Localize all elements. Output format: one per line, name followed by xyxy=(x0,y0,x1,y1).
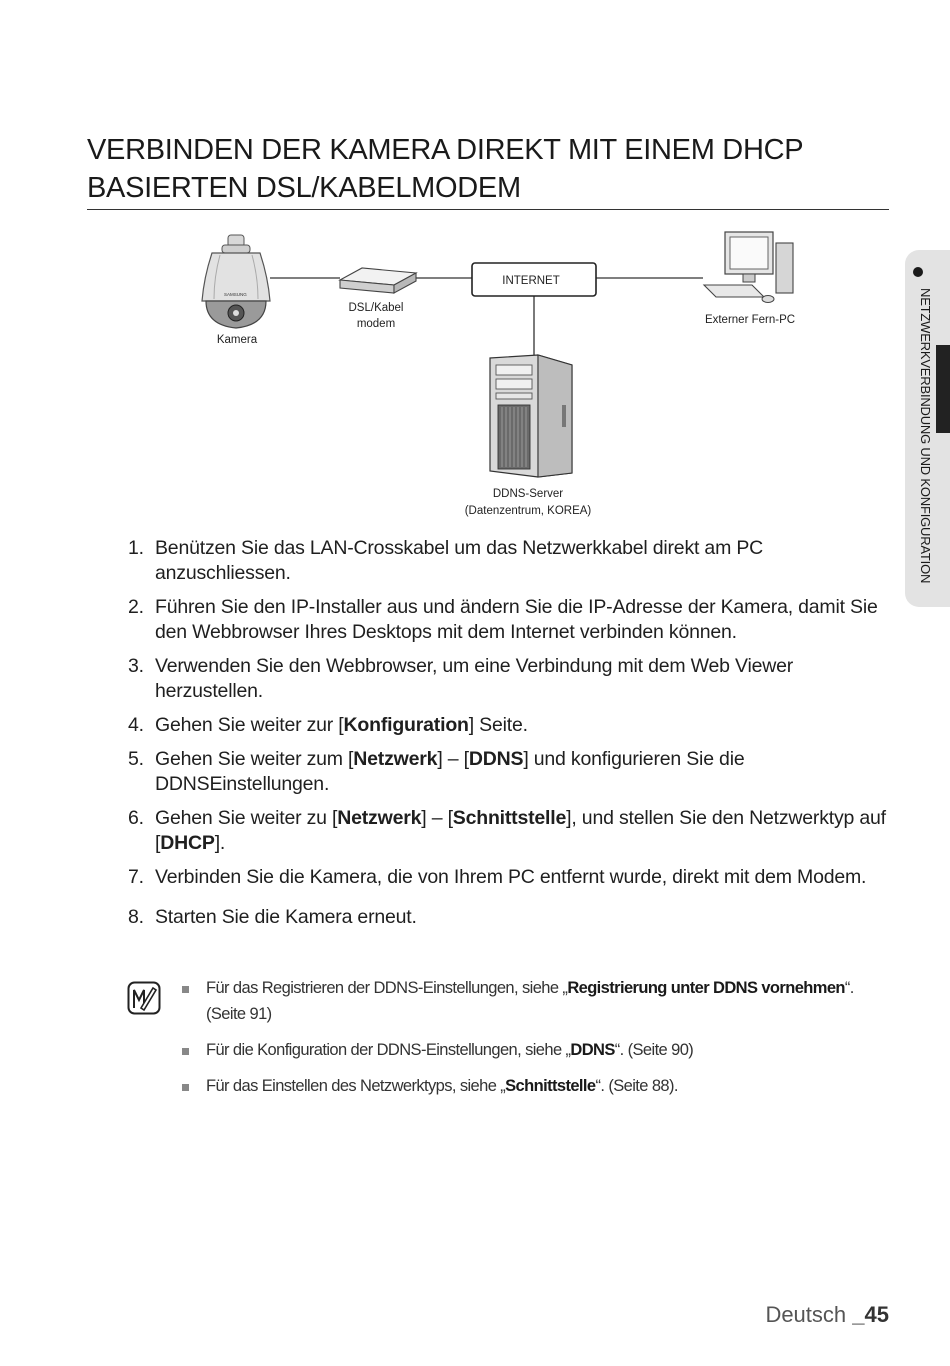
step-item xyxy=(120,713,900,738)
modem-label-line-1: DSL/Kabel xyxy=(348,302,404,314)
internet-label: INTERNET xyxy=(502,275,560,287)
server-label-line-1: DDNS-Server xyxy=(492,488,564,500)
bullet-square-icon xyxy=(182,1084,189,1091)
desktop-pc-icon xyxy=(704,232,793,303)
note-item xyxy=(182,975,882,1027)
instruction-steps xyxy=(120,536,900,939)
remote-pc-label: Externer Fern-PC xyxy=(704,314,796,326)
bullet-square-icon xyxy=(182,986,189,993)
step-item xyxy=(120,747,900,797)
step-text: ] – [ xyxy=(437,748,469,770)
step-item xyxy=(120,865,900,890)
dome-camera-icon xyxy=(202,235,270,328)
step-number: 4. xyxy=(128,714,144,736)
page-title xyxy=(87,131,889,210)
step-item xyxy=(120,595,900,645)
network-diagram-svg xyxy=(190,225,830,525)
note-reference: Schnittstelle xyxy=(505,1077,596,1095)
note-reference: Registrierung unter DDNS vornehmen xyxy=(567,979,845,997)
step-text: ] Seite. xyxy=(468,714,528,736)
network-diagram xyxy=(190,225,830,525)
chapter-side-marker xyxy=(936,345,950,433)
step-menu-term: Schnittstelle xyxy=(452,807,567,829)
step-menu-term: DDNS xyxy=(468,748,524,770)
page-title-line-2: BASIERTEN DSL/KABELMODEM xyxy=(87,172,521,204)
step-item xyxy=(120,806,900,856)
modem-label-line-2: modem xyxy=(356,318,396,330)
note-reference: DDNS xyxy=(570,1041,615,1059)
note-item xyxy=(182,1037,882,1063)
note-text: Für das Registrieren der DDNS-Einstellungen, siehe „ xyxy=(206,979,568,997)
step-text: Gehen Sie weiter zum [ xyxy=(155,748,354,770)
step-item xyxy=(120,905,900,930)
step-text: Verwenden Sie den Webbrowser, um eine Verbindung mit dem Web Viewer herzustellen. xyxy=(155,655,794,702)
server-label-line-2: (Datenzentrum, KOREA) xyxy=(464,505,592,517)
bullet-square-icon xyxy=(182,1048,189,1055)
step-text: Führen Sie den IP-Installer aus und ändern Sie die IP-Adresse der Kamera, damit Sie den Webbrowser Ihres Desktops mit dem Internet verbinden können. xyxy=(155,596,878,643)
step-text: ] und konfigurieren Sie die DDNSEinstellungen. xyxy=(155,748,745,795)
note-text: Für das Einstellen des Netzwerktyps, siehe „ xyxy=(206,1077,506,1095)
step-number: 5. xyxy=(128,748,144,770)
camera-brand-text: SAMSUNG xyxy=(224,292,247,297)
step-menu-term: DHCP xyxy=(160,832,215,854)
step-number: 6. xyxy=(128,807,144,829)
footer-language: Deutsch xyxy=(765,1302,847,1327)
step-number: 1. xyxy=(128,537,144,559)
note-text: “. (Seite 90) xyxy=(614,1041,694,1059)
step-text: Gehen Sie weiter zu [ xyxy=(155,807,338,829)
step-text: Verbinden Sie die Kamera, die von Ihrem PC entfernt wurde, direkt mit dem Modem. xyxy=(155,866,867,888)
note-text: “. (Seite 91) xyxy=(206,979,854,1023)
step-item xyxy=(120,654,900,704)
step-text: ]. xyxy=(214,832,226,854)
page-footer xyxy=(765,1302,889,1328)
camera-label: Kamera xyxy=(216,334,258,346)
step-menu-term: Netzwerk xyxy=(337,807,422,829)
step-number: 3. xyxy=(128,655,144,677)
step-menu-term: Konfiguration xyxy=(343,714,469,736)
step-menu-term: Netzwerk xyxy=(353,748,438,770)
step-text: ], und stellen Sie den Netzwerktyp auf [ xyxy=(155,807,886,854)
chapter-side-label: NETZWERKVERBINDUNG UND KONFIGURATION xyxy=(918,288,933,584)
step-number: 7. xyxy=(128,866,144,888)
modem-icon xyxy=(340,268,416,293)
note-pencil-icon xyxy=(127,981,161,1015)
step-number: 2. xyxy=(128,596,144,618)
section-dot-icon xyxy=(913,267,923,277)
note-item xyxy=(182,1073,882,1099)
step-text: Gehen Sie weiter zur [ xyxy=(155,714,344,736)
step-number: 8. xyxy=(128,906,144,928)
step-text: ] – [ xyxy=(421,807,453,829)
page-number: _45 xyxy=(852,1302,889,1327)
server-tower-icon xyxy=(490,355,572,477)
note-text: Für die Konfiguration der DDNS-Einstellungen, siehe „ xyxy=(206,1041,571,1059)
step-item xyxy=(120,536,900,586)
notes-list xyxy=(182,975,882,1109)
step-text: Benützen Sie das LAN-Crosskabel um das Netzwerkkabel direkt am PC anzuschliessen. xyxy=(155,537,764,584)
step-text: Starten Sie die Kamera erneut. xyxy=(155,906,417,928)
note-text: “. (Seite 88). xyxy=(595,1077,678,1095)
page-title-line-1: VERBINDEN DER KAMERA DIREKT MIT EINEM DHCP xyxy=(87,134,804,166)
